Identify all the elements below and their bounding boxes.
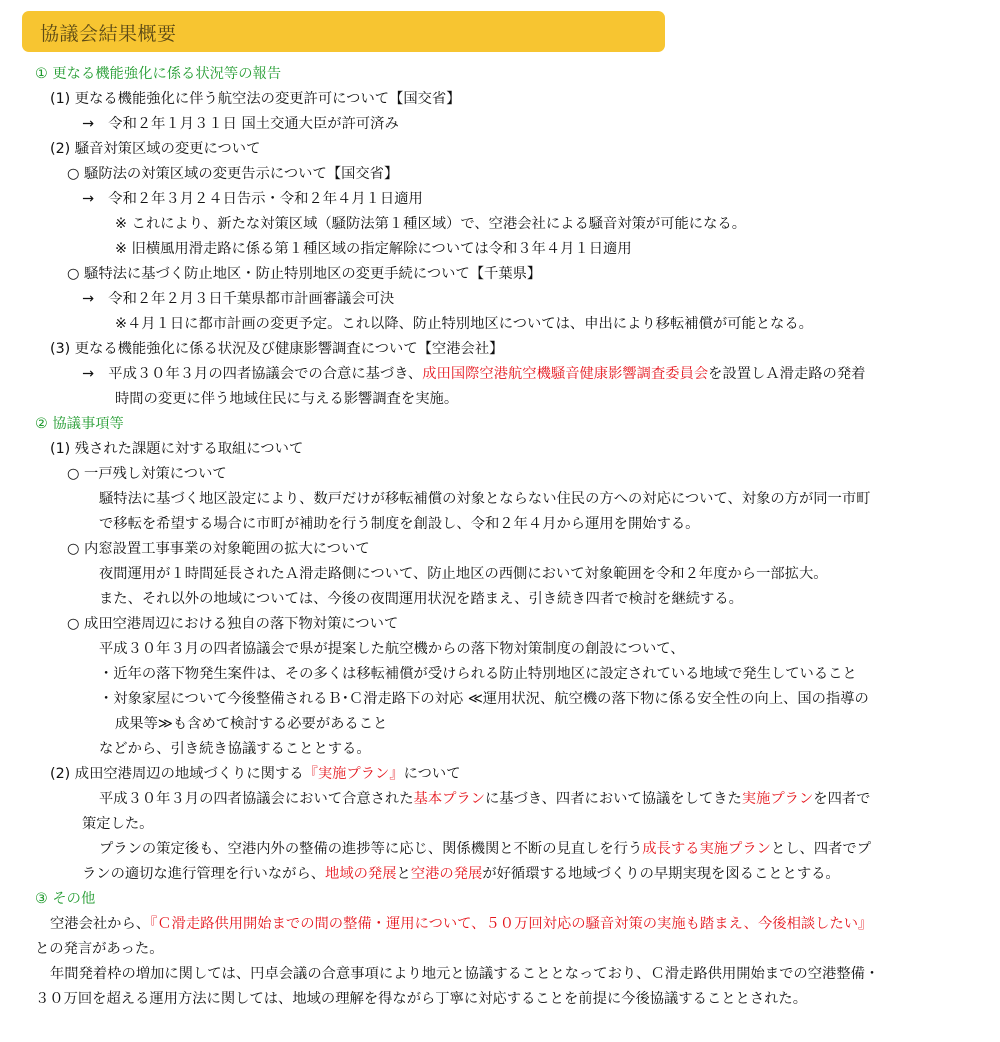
highlighted-text: 成長する実施プラン — [642, 841, 771, 857]
text-segment: プランの策定後も、空港内外の整備の進捗等に応じ、関係機関と不断の見直しを行う — [99, 841, 643, 857]
text-line — [67, 462, 227, 486]
text-line — [67, 612, 398, 636]
highlighted-text: 実施プラン — [741, 791, 814, 807]
highlighted-text: 基本プラン — [413, 791, 486, 807]
text-line — [67, 537, 370, 561]
highlighted-text: 空港の発展 — [410, 866, 483, 882]
text-segment: について — [403, 766, 461, 782]
text-line — [82, 812, 153, 836]
text-line — [99, 487, 870, 511]
text-line — [115, 387, 458, 411]
section-heading — [35, 62, 281, 86]
text-line — [99, 837, 871, 861]
text-segment: を四者で — [813, 791, 871, 807]
text-line — [50, 912, 872, 936]
highlighted-text: 地域の発展 — [325, 866, 397, 882]
text-line — [82, 187, 423, 211]
text-segment: で移転を希望する場合に市町が補助を行う制度を創設し、令和２年４月から運用を開始する。 — [99, 516, 700, 532]
text-line — [67, 162, 398, 186]
text-segment: を設置しＡ滑走路の発着 — [708, 366, 866, 382]
text-segment: ○ 内窓設置工事事業の対象範囲の拡大について — [67, 541, 370, 557]
text-segment: ３０万回を超える運用方法に関しては、地域の理解を得ながら丁寧に対応することを前提に今後協議することとされた。 — [35, 991, 808, 1007]
text-segment: ○ 騒防法の対策区域の変更告示について【国交省】 — [67, 166, 399, 182]
text-segment: ※ 旧横風用滑走路に係る第１種区域の指定解除については令和３年４月１日適用 — [115, 241, 632, 257]
text-segment: → 令和２年３月２４日告示・令和２年４月１日適用 — [82, 191, 423, 207]
text-line — [50, 137, 260, 161]
text-segment: ・対象家屋について今後整備されるＢ･Ｃ滑走路下の対応 ≪運用状況、航空機の落下物に係る安全性の向上、国の指導の — [99, 691, 869, 707]
highlighted-text: 『Ｃ滑走路供用開始までの間の整備・運用について、５０万回対応の騒音対策の実施も踏まえ、今後相談したい』 — [150, 916, 873, 932]
text-segment: また、それ以外の地域については、今後の夜間運用状況を踏まえ、引き続き四者で検討を継続する。 — [99, 591, 743, 607]
text-line — [99, 662, 857, 686]
text-line — [35, 987, 807, 1011]
highlighted-text: 『実施プラン』 — [303, 766, 404, 782]
text-line — [99, 562, 828, 586]
text-line — [115, 212, 746, 236]
text-line — [82, 362, 865, 386]
text-segment: 成果等≫も含めて検討する必要があること — [115, 716, 388, 732]
text-segment: ※ これにより、新たな対策区域（騒防法第１種区域）で、空港会社による騒音対策が可能になる。 — [115, 216, 746, 232]
text-line — [67, 262, 541, 286]
text-segment: とし、四者でプ — [770, 841, 872, 857]
text-segment: → 令和２年２月３日千葉県都市計画審議会可決 — [82, 291, 395, 307]
text-segment: (2) 成田空港周辺の地域づくりに関する — [50, 766, 304, 782]
text-line — [115, 237, 632, 261]
summary-header — [22, 11, 665, 52]
summary-title: 協議会結果概要 — [40, 23, 177, 45]
text-segment: (1) 残された課題に対する取組について — [50, 441, 304, 457]
text-segment: 騒特法に基づく地区設定により、数戸だけが移転補償の対象とならない住民の方への対応について、対象の方が同一市町 — [99, 491, 871, 507]
text-segment: (2) 騒音対策区域の変更について — [50, 141, 261, 157]
text-line — [82, 862, 840, 886]
text-segment: などから、引き続き協議することとする。 — [99, 741, 371, 757]
text-segment: と — [396, 866, 411, 882]
text-segment: との発言があった。 — [35, 941, 164, 957]
text-segment: ○ 成田空港周辺における独自の落下物対策について — [67, 616, 399, 632]
text-segment: → 令和２年１月３１日 国土交通大臣が許可済み — [82, 116, 399, 132]
text-segment: ○ 一戸残し対策について — [67, 466, 227, 482]
text-segment: → 平成３０年３月の四者協議会での合意に基づき、 — [82, 366, 423, 382]
text-line — [50, 337, 503, 361]
text-segment: ② 協議事項等 — [35, 416, 124, 432]
text-segment: 平成３０年３月の四者協議会において合意された — [99, 791, 414, 807]
text-line — [50, 437, 303, 461]
text-segment: 年間発着枠の増加に関しては、円卓会議の合意事項により地元と協議することとなっており、Ｃ滑走路供用開始までの空港整備・ — [50, 966, 880, 982]
text-segment: に基づき、四者において協議をしてきた — [485, 791, 742, 807]
text-line — [99, 737, 371, 761]
text-line — [99, 512, 699, 536]
text-line — [99, 787, 870, 811]
text-segment: 策定した。 — [82, 816, 154, 832]
text-line — [82, 112, 399, 136]
text-segment: が好循環する地域づくりの早期実現を図ることとする。 — [482, 866, 840, 882]
text-line — [50, 962, 879, 986]
text-segment: ・近年の落下物発生案件は、その多くは移転補償が受けられる防止特別地区に設定されている地域で発生していること — [99, 666, 857, 682]
section-heading — [35, 412, 124, 436]
text-segment: (1) 更なる機能強化に伴う航空法の変更許可について【国交省】 — [50, 91, 461, 107]
text-segment: ランの適切な進行管理を行いながら、 — [82, 866, 326, 882]
text-segment: ○ 騒特法に基づく防止地区・防止特別地区の変更手続について【千葉県】 — [67, 266, 542, 282]
highlighted-text: 成田国際空港航空機騒音健康影響調査委員会 — [422, 366, 709, 382]
text-segment: ① 更なる機能強化に係る状況等の報告 — [35, 66, 282, 82]
text-line — [50, 87, 461, 111]
text-segment: ※４月１日に都市計画の変更予定。これ以降、防止特別地区については、申出により移転補償が可能となる。 — [115, 316, 813, 332]
text-line — [99, 587, 743, 611]
text-line — [99, 687, 869, 711]
text-segment: (3) 更なる機能強化に係る状況及び健康影響調査について【空港会社】 — [50, 341, 504, 357]
text-segment: 空港会社から、 — [50, 916, 151, 932]
text-line — [99, 637, 685, 661]
text-segment: 夜間運用が１時間延長されたＡ滑走路側について、防止地区の西側において対象範囲を令和２年度から一部拡大。 — [99, 566, 828, 582]
text-segment: ③ その他 — [35, 891, 96, 907]
text-line — [115, 712, 387, 736]
text-line — [35, 937, 164, 961]
text-segment: 時間の変更に伴う地域住民に与える影響調査を実施。 — [115, 391, 459, 407]
text-line — [82, 287, 394, 311]
section-heading — [35, 887, 95, 911]
text-segment: 平成３０年３月の四者協議会で県が提案した航空機からの落下物対策制度の創設について、 — [99, 641, 685, 657]
text-line — [115, 312, 813, 336]
text-line — [50, 762, 461, 786]
